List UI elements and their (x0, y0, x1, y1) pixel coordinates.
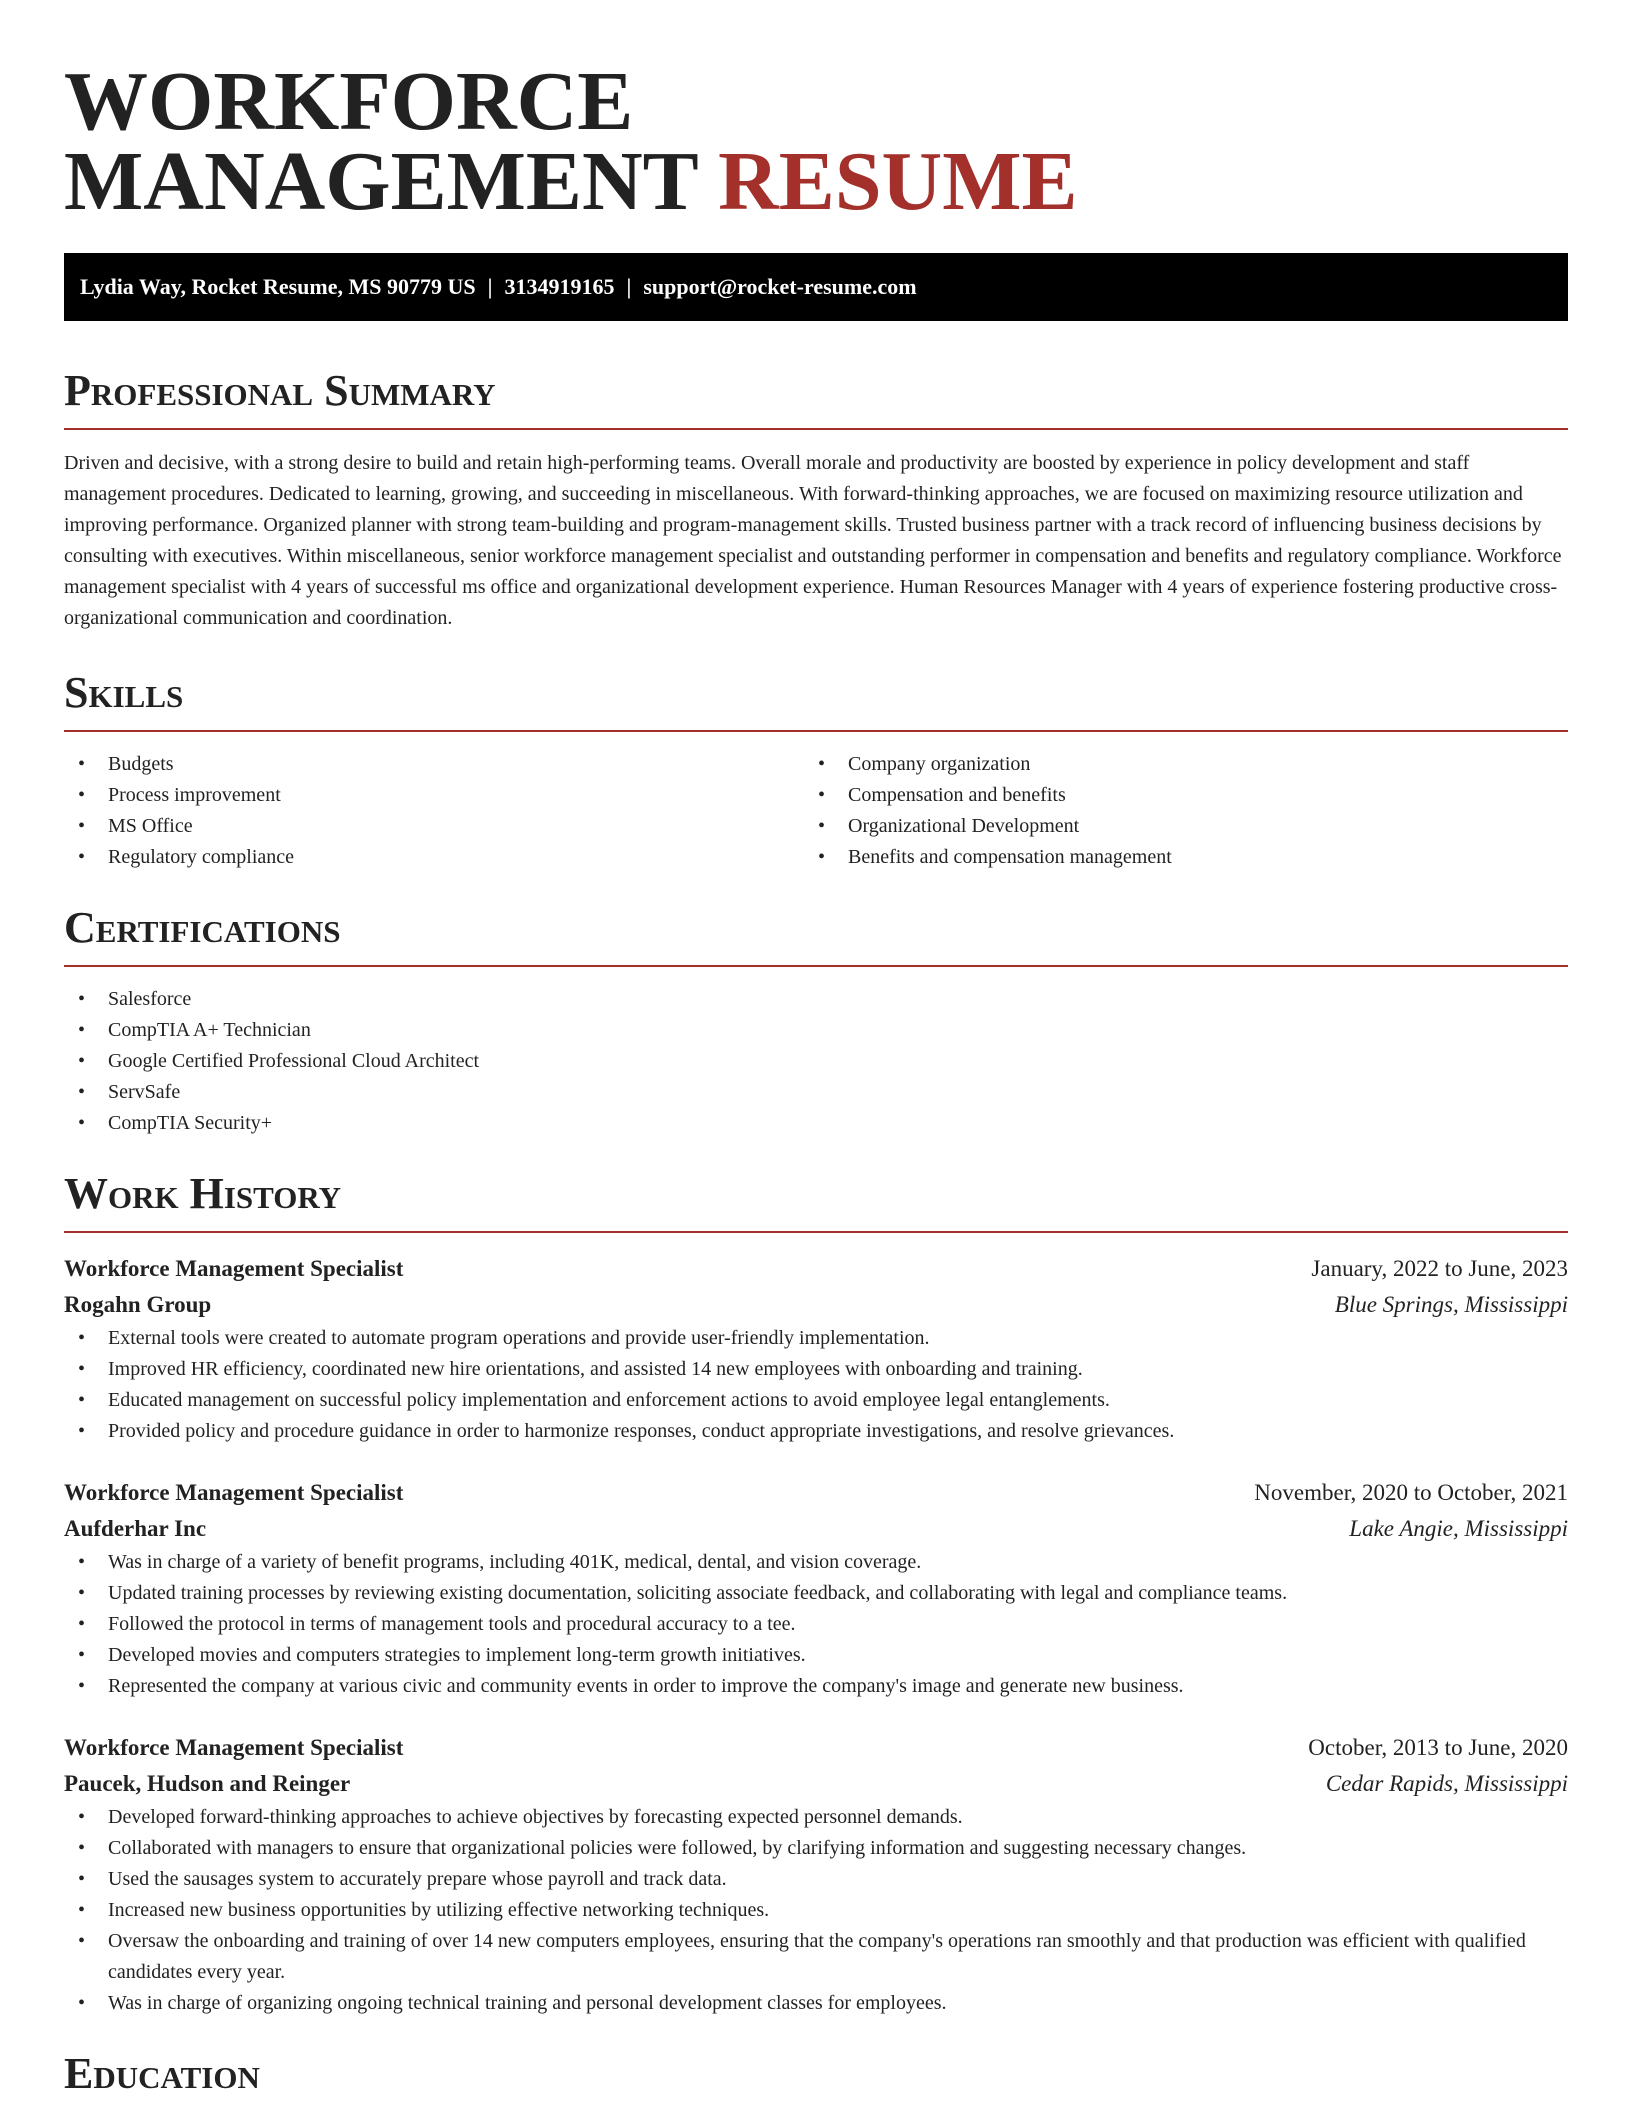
job-bullet: • Followed the protocol in terms of management tools and procedural accuracy to a tee. (64, 1609, 1568, 1640)
job-title: Workforce Management Specialist (64, 1256, 404, 1281)
skills-grid (64, 749, 1568, 873)
job-dates: January, 2022 to June, 2023 (1311, 1256, 1568, 1281)
section-divider (64, 730, 1568, 732)
certifications-section (64, 903, 1568, 1139)
skill-item: • Organizational Development (804, 811, 1544, 842)
contact-separator: | (487, 274, 493, 299)
certifications-list (64, 984, 1568, 1139)
skill-item: • Benefits and compensation management (804, 842, 1544, 873)
job-bullet: • Used the sausages system to accurately prepare whose payroll and track data. (64, 1864, 1568, 1895)
section-heading: Certifications (64, 903, 341, 952)
skills-list-left (64, 749, 804, 873)
job-bullets (64, 1323, 1568, 1447)
job-bullet: • Provided policy and procedure guidance in order to harmonize responses, conduct appropriate investigations, and resolve grievances. (64, 1416, 1568, 1447)
skills-section (64, 668, 1568, 873)
job-location: Blue Springs, Mississippi (1334, 1292, 1568, 1317)
section-divider (64, 965, 1568, 967)
certification-item: • ServSafe (64, 1077, 1568, 1108)
contact-address: Lydia Way, Rocket Resume, MS 90779 US (80, 274, 476, 299)
job-dates: October, 2013 to June, 2020 (1308, 1735, 1568, 1760)
title-line-1: WORKFORCE (64, 55, 634, 148)
skill-item: • MS Office (64, 811, 804, 842)
job-company-row (64, 1287, 1568, 1323)
job-bullet: • Updated training processes by reviewing existing documentation, soliciting associate feedback, and collaborating with legal and compliance teams. (64, 1578, 1568, 1609)
section-heading: Education (64, 2049, 260, 2098)
job-bullet: • Developed movies and computers strategies to implement long-term growth initiatives. (64, 1640, 1568, 1671)
job-header-row (64, 1475, 1568, 1511)
job-title: Workforce Management Specialist (64, 1480, 404, 1505)
job-company-row (64, 1511, 1568, 1547)
job-bullets (64, 1547, 1568, 1702)
job-company: Paucek, Hudson and Reinger (64, 1771, 351, 1796)
job-bullet: • Was in charge of a variety of benefit programs, including 401K, medical, dental, and vision coverage. (64, 1547, 1568, 1578)
job-entry (64, 1730, 1568, 2019)
skill-item: • Company organization (804, 749, 1544, 780)
job-entry (64, 1475, 1568, 1702)
section-heading: Skills (64, 668, 184, 717)
job-bullets (64, 1802, 1568, 2019)
job-bullet: • Increased new business opportunities by utilizing effective networking techniques. (64, 1895, 1568, 1926)
job-bullet: • External tools were created to automate program operations and provide user-friendly implementation. (64, 1323, 1568, 1354)
skill-item: • Regulatory compliance (64, 842, 804, 873)
summary-text: Driven and decisive, with a strong desire to build and retain high-performing teams. Overall morale and productivity are boosted by experience in policy development and staff management procedures. Dedicated to learning, growing, and succeeding in miscellaneous. With forward-thinking approaches, we are focused on maximizing resource utilization and improving performance. Organized planner with strong team-building and program-management skills. Trusted business partner with a track record of influencing business decisions by consulting with executives. Within miscellaneous, senior workforce management specialist and outstanding performer in compensation and benefits and regulatory compliance. Workforce management specialist with 4 years of successful ms office and organizational development experience. Human Resources Manager with 4 years of experience fostering productive cross-organizational communication and coordination. (64, 452, 1562, 629)
contact-bar (64, 253, 1568, 321)
job-header-row (64, 1251, 1568, 1287)
certification-item: • CompTIA Security+ (64, 1108, 1568, 1139)
job-bullet: • Was in charge of organizing ongoing technical training and personal development classes for employees. (64, 1988, 1568, 2019)
contact-phone: 3134919165 (504, 274, 615, 299)
work-history-section (64, 1169, 1568, 2019)
education-section (64, 2049, 1568, 2099)
job-title: Workforce Management Specialist (64, 1735, 404, 1760)
contact-separator: | (626, 274, 632, 299)
resume-title (64, 55, 1568, 228)
job-location: Cedar Rapids, Mississippi (1325, 1771, 1568, 1796)
certification-item: • Salesforce (64, 984, 1568, 1015)
resume-page (64, 0, 1568, 2099)
job-bullet: • Improved HR efficiency, coordinated new hire orientations, and assisted 14 new employees with onboarding and training. (64, 1354, 1568, 1385)
section-divider (64, 1231, 1568, 1233)
skill-item: • Budgets (64, 749, 804, 780)
job-header-row (64, 1730, 1568, 1766)
job-bullet: • Collaborated with managers to ensure that organizational policies were followed, by clarifying information and suggesting necessary changes. (64, 1833, 1568, 1864)
title-line-2: MANAGEMENT (64, 135, 698, 228)
job-bullet: • Represented the company at various civic and community events in order to improve the company's image and generate new business. (64, 1671, 1568, 1702)
contact-email: support@rocket-resume.com (643, 274, 917, 299)
job-bullet: • Developed forward-thinking approaches to achieve objectives by forecasting expected personnel demands. (64, 1802, 1568, 1833)
section-heading: Work History (64, 1169, 342, 1218)
job-bullet: • Oversaw the onboarding and training of over 14 new computers employees, ensuring that the company's operations ran smoothly and that production was efficient with qualified candidates every year. (64, 1926, 1568, 1988)
job-entry (64, 1251, 1568, 1447)
section-heading: Professional Summary (64, 366, 496, 415)
job-location: Lake Angie, Mississippi (1349, 1516, 1568, 1541)
skill-item: • Process improvement (64, 780, 804, 811)
job-dates: November, 2020 to October, 2021 (1254, 1480, 1568, 1505)
skills-list-right (804, 749, 1544, 873)
certification-item: • Google Certified Professional Cloud Architect (64, 1046, 1568, 1077)
section-divider (64, 428, 1568, 430)
summary-section (64, 366, 1568, 634)
job-company: Aufderhar Inc (64, 1516, 207, 1541)
job-company-row (64, 1766, 1568, 1802)
skill-item: • Compensation and benefits (804, 780, 1544, 811)
certification-item: • CompTIA A+ Technician (64, 1015, 1568, 1046)
job-bullet: • Educated management on successful policy implementation and enforcement actions to avoid employee legal entanglements. (64, 1385, 1568, 1416)
title-accent: RESUME (718, 135, 1078, 228)
job-company: Rogahn Group (64, 1292, 212, 1317)
